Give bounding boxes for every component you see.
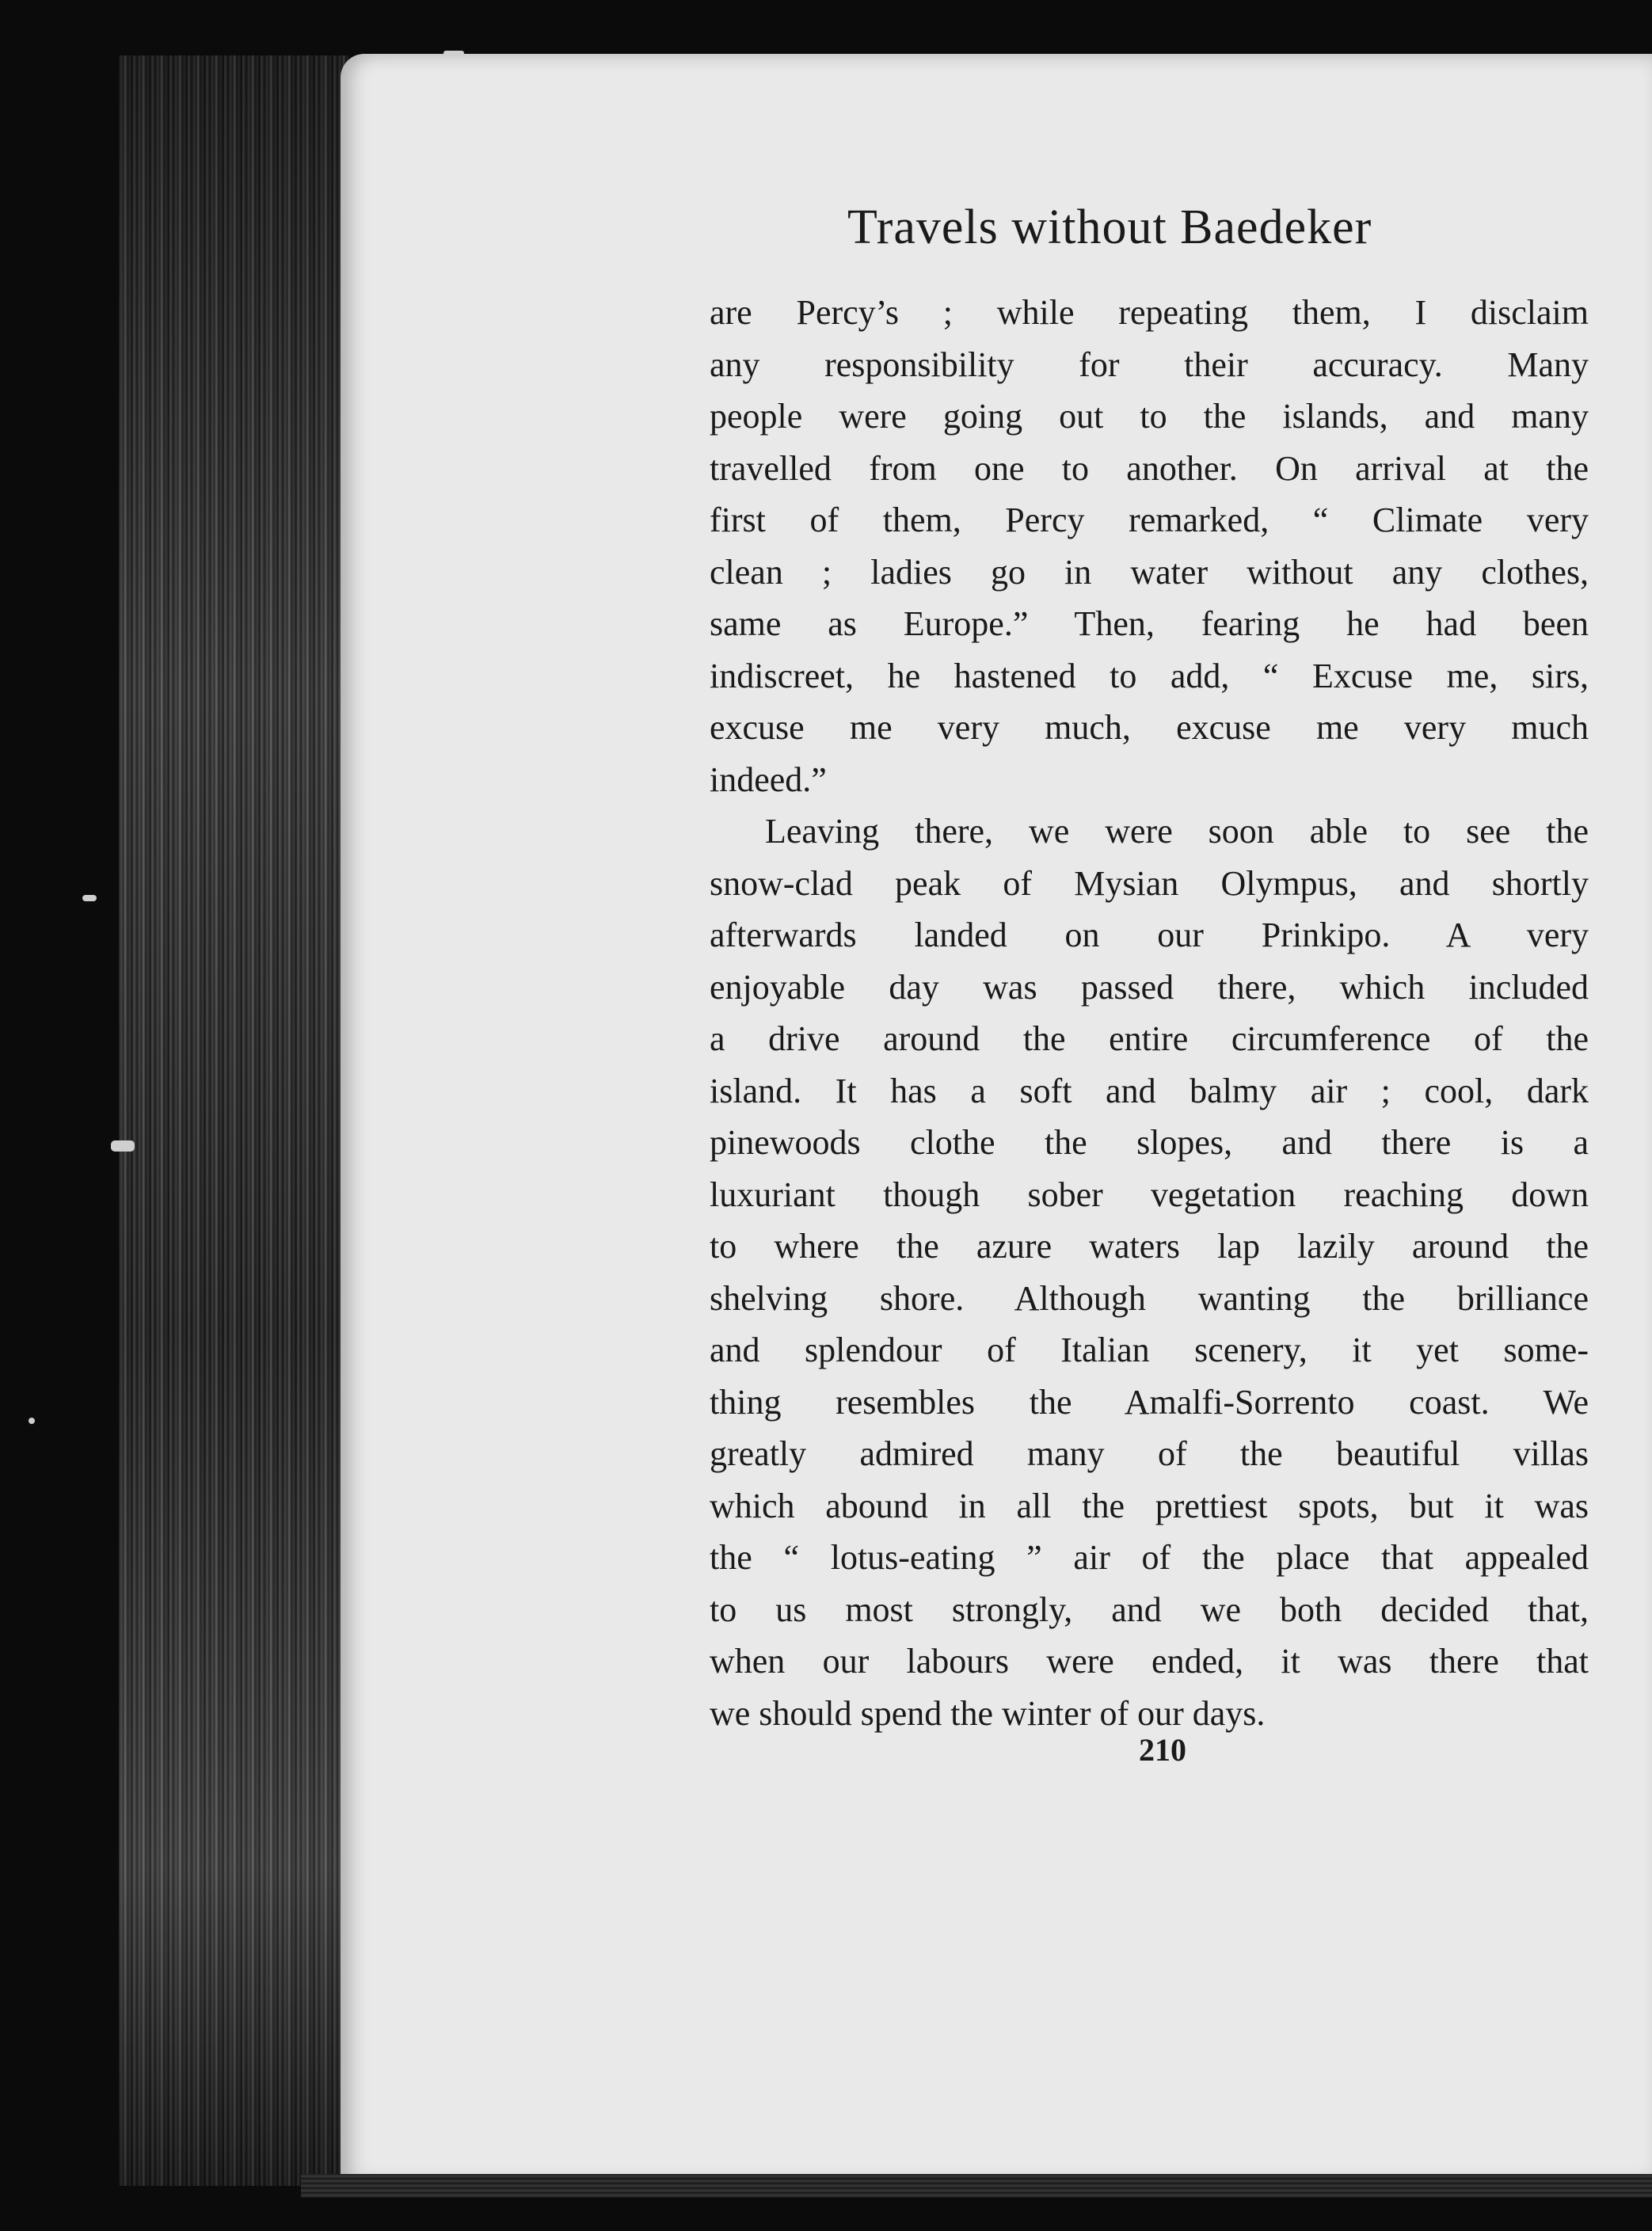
text-line: any responsibility for their accuracy. Many xyxy=(710,345,1589,384)
dust-speck xyxy=(29,1418,35,1424)
text-line: to where the azure waters lap lazily around the xyxy=(710,1227,1589,1266)
text-line: people were going out to the islands, and many xyxy=(710,397,1589,436)
body-text xyxy=(710,287,1589,1739)
text-line: indiscreet, he hastened to add, “ Excuse me, sirs, xyxy=(710,656,1589,695)
dust-speck xyxy=(82,895,97,901)
running-head: Travels without Baedeker xyxy=(847,200,1372,254)
text-line: first of them, Percy remarked, “ Climate very xyxy=(710,501,1589,539)
text-line: afterwards landed on our Prinkipo. A very xyxy=(710,916,1589,954)
text-line: indeed.” xyxy=(710,760,827,799)
text-line: Leaving there, we were soon able to see the xyxy=(765,812,1589,851)
text-line: island. It has a soft and balmy air ; cool, dark xyxy=(710,1071,1589,1110)
text-line: and splendour of Italian scenery, it yet some- xyxy=(710,1331,1589,1369)
paragraph xyxy=(710,287,1589,805)
text-line: we should spend the winter of our days. xyxy=(710,1693,1266,1733)
text-line: which abound in all the prettiest spots, but it was xyxy=(710,1486,1589,1525)
page-number: 210 xyxy=(1139,1732,1186,1768)
book-bottom-edge xyxy=(301,2174,1652,2198)
text-line: to us most strongly, and we both decided that, xyxy=(710,1589,1589,1629)
text-line: shelving shore. Although wanting the brilliance xyxy=(710,1278,1589,1318)
text-line: thing resembles the Amalfi-Sorrento coast. We xyxy=(710,1382,1589,1422)
text-line: greatly admired many of the beautiful villas xyxy=(710,1434,1589,1473)
text-line: enjoyable day was passed there, which included xyxy=(710,967,1589,1007)
dust-speck xyxy=(111,1140,135,1152)
text-line: luxuriant though sober vegetation reaching down xyxy=(710,1175,1589,1214)
text-line: when our labours were ended, it was there that xyxy=(710,1642,1589,1681)
text-line: the “ lotus-eating ” air of the place that appealed xyxy=(710,1538,1589,1577)
text-line: excuse me very much, excuse me very much xyxy=(710,708,1589,747)
text-line: a drive around the entire circumference of the xyxy=(710,1019,1589,1058)
text-line: are Percy’s ; while repeating them, I disclaim xyxy=(710,293,1589,332)
text-line: travelled from one to another. On arrival at the xyxy=(710,448,1589,488)
text-line: snow-clad peak of Mysian Olympus, and shortly xyxy=(710,863,1589,903)
paragraph xyxy=(710,805,1589,1739)
fore-edge-shading xyxy=(119,55,348,2186)
text-line: clean ; ladies go in water without any clothes, xyxy=(710,552,1589,592)
text-line: pinewoods clothe the slopes, and there is a xyxy=(710,1123,1589,1162)
text-line: same as Europe.” Then, fearing he had been xyxy=(710,604,1589,643)
dust-speck xyxy=(443,51,464,55)
